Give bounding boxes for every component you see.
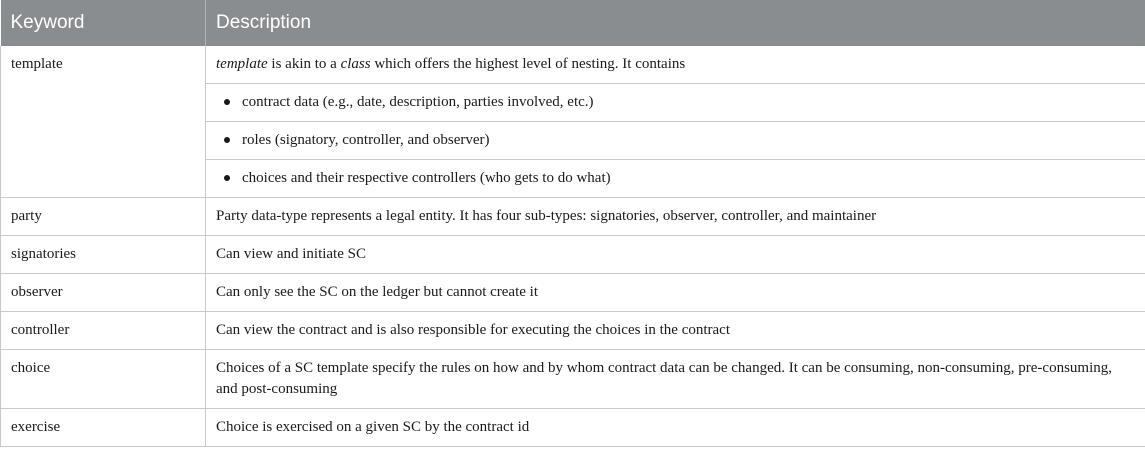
table-header-row [1, 0, 1145, 46]
description-cell: Can only see the SC on the ledger but cannot create it [206, 274, 1145, 312]
description-cell: Party data-type represents a legal entity. It has four sub-types: signatories, observer, controller, and maintainer [206, 198, 1145, 236]
table-row [1, 198, 1145, 236]
bullet-icon [224, 99, 230, 105]
header-description: Description [206, 0, 1145, 46]
bullet-text: roles (signatory, controller, and observer) [242, 132, 490, 148]
keyword-cell: party [1, 198, 206, 236]
table-row [1, 236, 1145, 274]
table-row [1, 409, 1145, 447]
keyword-cell: exercise [1, 409, 206, 447]
keyword-cell: observer [1, 274, 206, 312]
bullet-icon [224, 137, 230, 143]
intro-mid: is akin to a [267, 56, 341, 72]
bullet-icon [224, 175, 230, 181]
bullet-item [206, 122, 1145, 160]
description-cell [206, 46, 1145, 198]
table-row [1, 350, 1145, 409]
term-template: template [216, 56, 268, 72]
keyword-cell: choice [1, 350, 206, 409]
description-cell: Can view and initiate SC [206, 236, 1145, 274]
keyword-cell: signatories [1, 236, 206, 274]
table-row [1, 312, 1145, 350]
bullet-text: contract data (e.g., date, description, parties involved, etc.) [242, 94, 594, 110]
template-intro [206, 46, 1145, 84]
description-cell: Choice is exercised on a given SC by the contract id [206, 409, 1145, 447]
keyword-cell: controller [1, 312, 206, 350]
header-keyword: Keyword [1, 0, 206, 46]
description-cell: Choices of a SC template specify the rules on how and by whom contract data can be changed. It can be consuming, non-consuming, pre-consuming, and post-consuming [206, 350, 1145, 409]
bullet-item [206, 84, 1145, 122]
table-row [1, 46, 1145, 198]
bullet-item [206, 160, 1145, 197]
bullet-text: choices and their respective controllers (who gets to do what) [242, 170, 611, 186]
term-class: class [340, 56, 371, 72]
description-cell: Can view the contract and is also responsible for executing the choices in the contract [206, 312, 1145, 350]
intro-rest: which offers the highest level of nesting. It contains [370, 56, 686, 72]
table-row [1, 274, 1145, 312]
keyword-cell: template [1, 46, 206, 198]
